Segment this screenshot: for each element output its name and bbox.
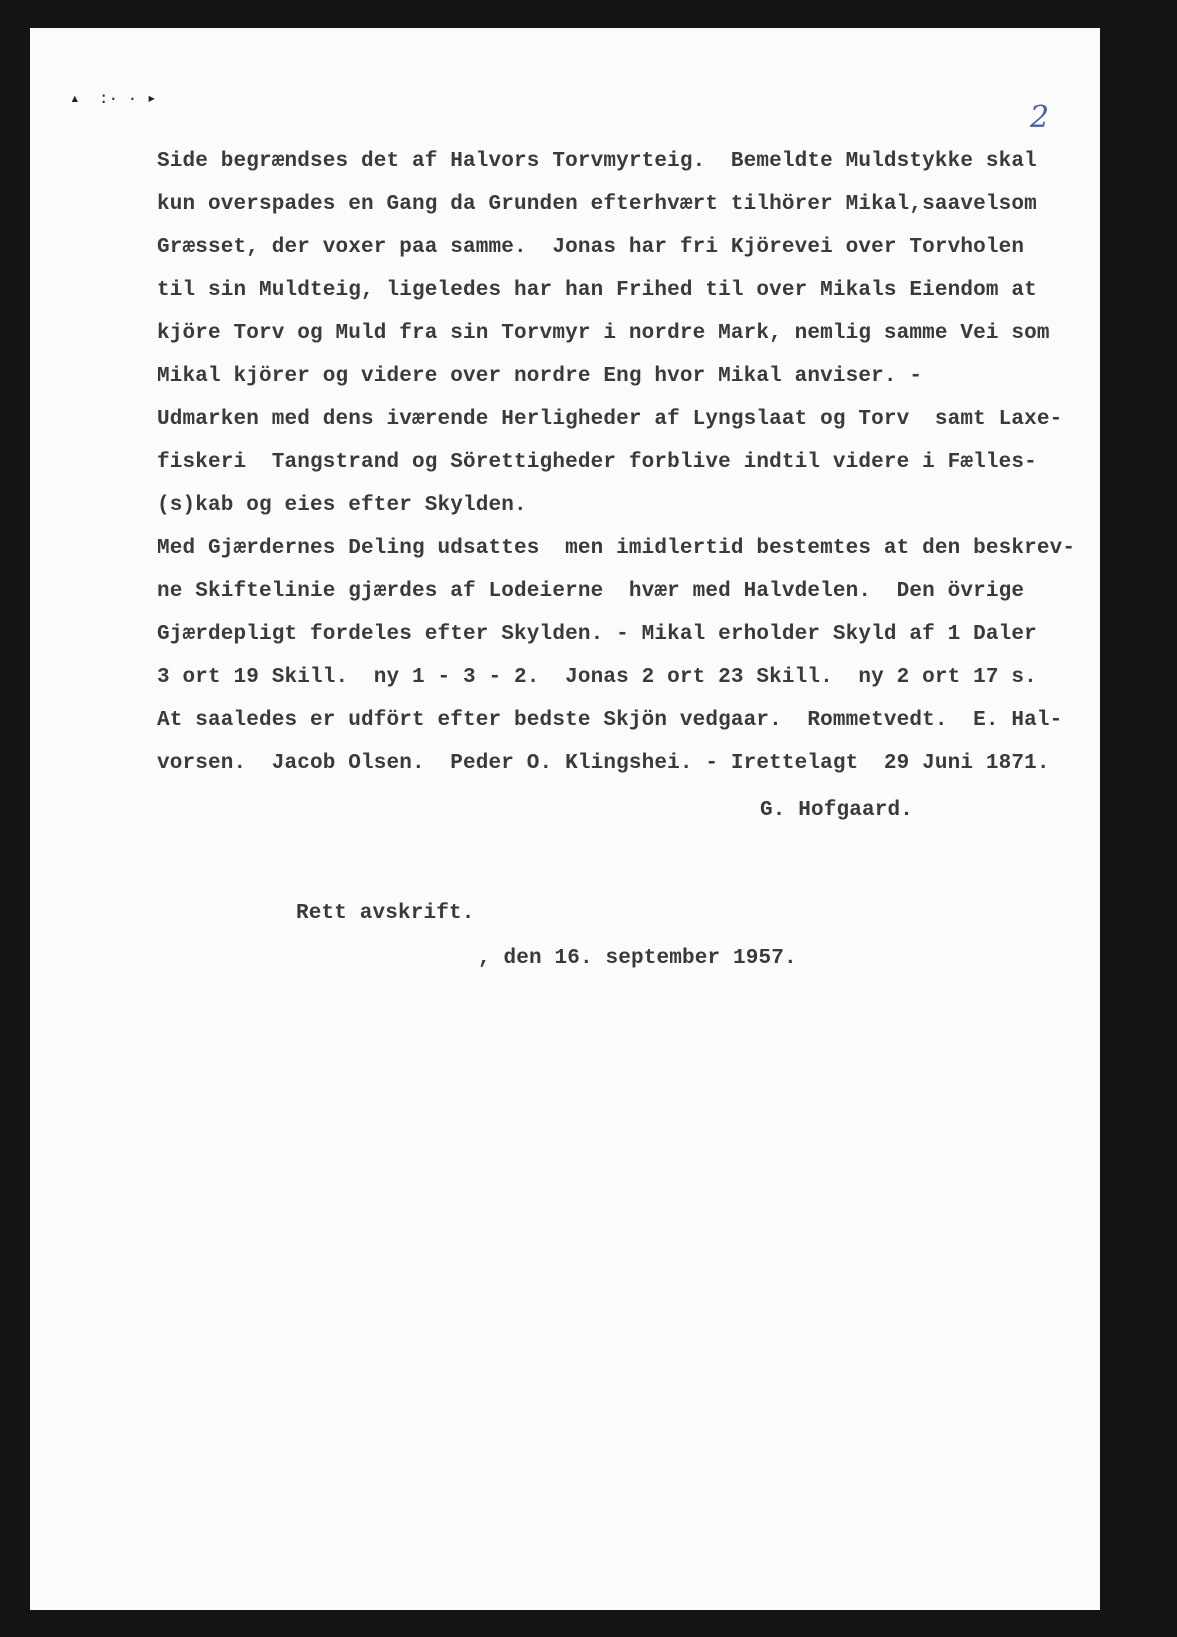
text-line: Gjærdepligt fordeles efter Skylden. - Mikal erholder Skyld af 1 Daler	[157, 623, 1037, 646]
date-line: , den 16. september 1957.	[478, 947, 797, 970]
text-line: kjöre Torv og Muld fra sin Torvmyr i nordre Mark, nemlig samme Vei som	[157, 322, 1050, 345]
text-line: Græsset, der voxer paa samme. Jonas har fri Kjörevei over Torvholen	[157, 236, 1025, 259]
text-line: Med Gjærdernes Deling udsattes men imidlertid bestemtes at den beskrev-	[157, 537, 1076, 560]
text-line: fiskeri Tangstrand og Sörettigheder forblive indtil videre i Fælles-	[157, 451, 1037, 474]
text-line: At saaledes er udfört efter bedste Skjön vedgaar. Rommetvedt. E. Hal-	[157, 709, 1063, 732]
margin-marks: ▴ :· · ▸	[70, 90, 157, 108]
text-line: til sin Muldteig, ligeledes har han Frihed til over Mikals Eiendom at	[157, 279, 1037, 302]
certification: Rett avskrift.	[296, 902, 475, 925]
text-line: 3 ort 19 Skill. ny 1 - 3 - 2. Jonas 2 ort 23 Skill. ny 2 ort 17 s.	[157, 666, 1037, 689]
text-line: Side begrændses det af Halvors Torvmyrteig. Bemeldte Muldstykke skal	[157, 150, 1037, 173]
text-line: vorsen. Jacob Olsen. Peder O. Klingshei. - Irettelagt 29 Juni 1871.	[157, 752, 1050, 775]
signature: G. Hofgaard.	[760, 799, 914, 822]
text-line: kun overspades en Gang da Grunden efterhvært tilhörer Mikal,saavelsom	[157, 193, 1037, 216]
text-line: Udmarken med dens iværende Herligheder af Lyngslaat og Torv samt Laxe-	[157, 408, 1063, 431]
text-line: Mikal kjörer og videre over nordre Eng hvor Mikal anviser. -	[157, 365, 923, 388]
page-number: 2	[1030, 100, 1050, 135]
document-page	[30, 28, 1100, 1610]
text-line: ne Skiftelinie gjærdes af Lodeierne hvær med Halvdelen. Den övrige	[157, 580, 1025, 603]
text-line: (s)kab og eies efter Skylden.	[157, 494, 527, 517]
